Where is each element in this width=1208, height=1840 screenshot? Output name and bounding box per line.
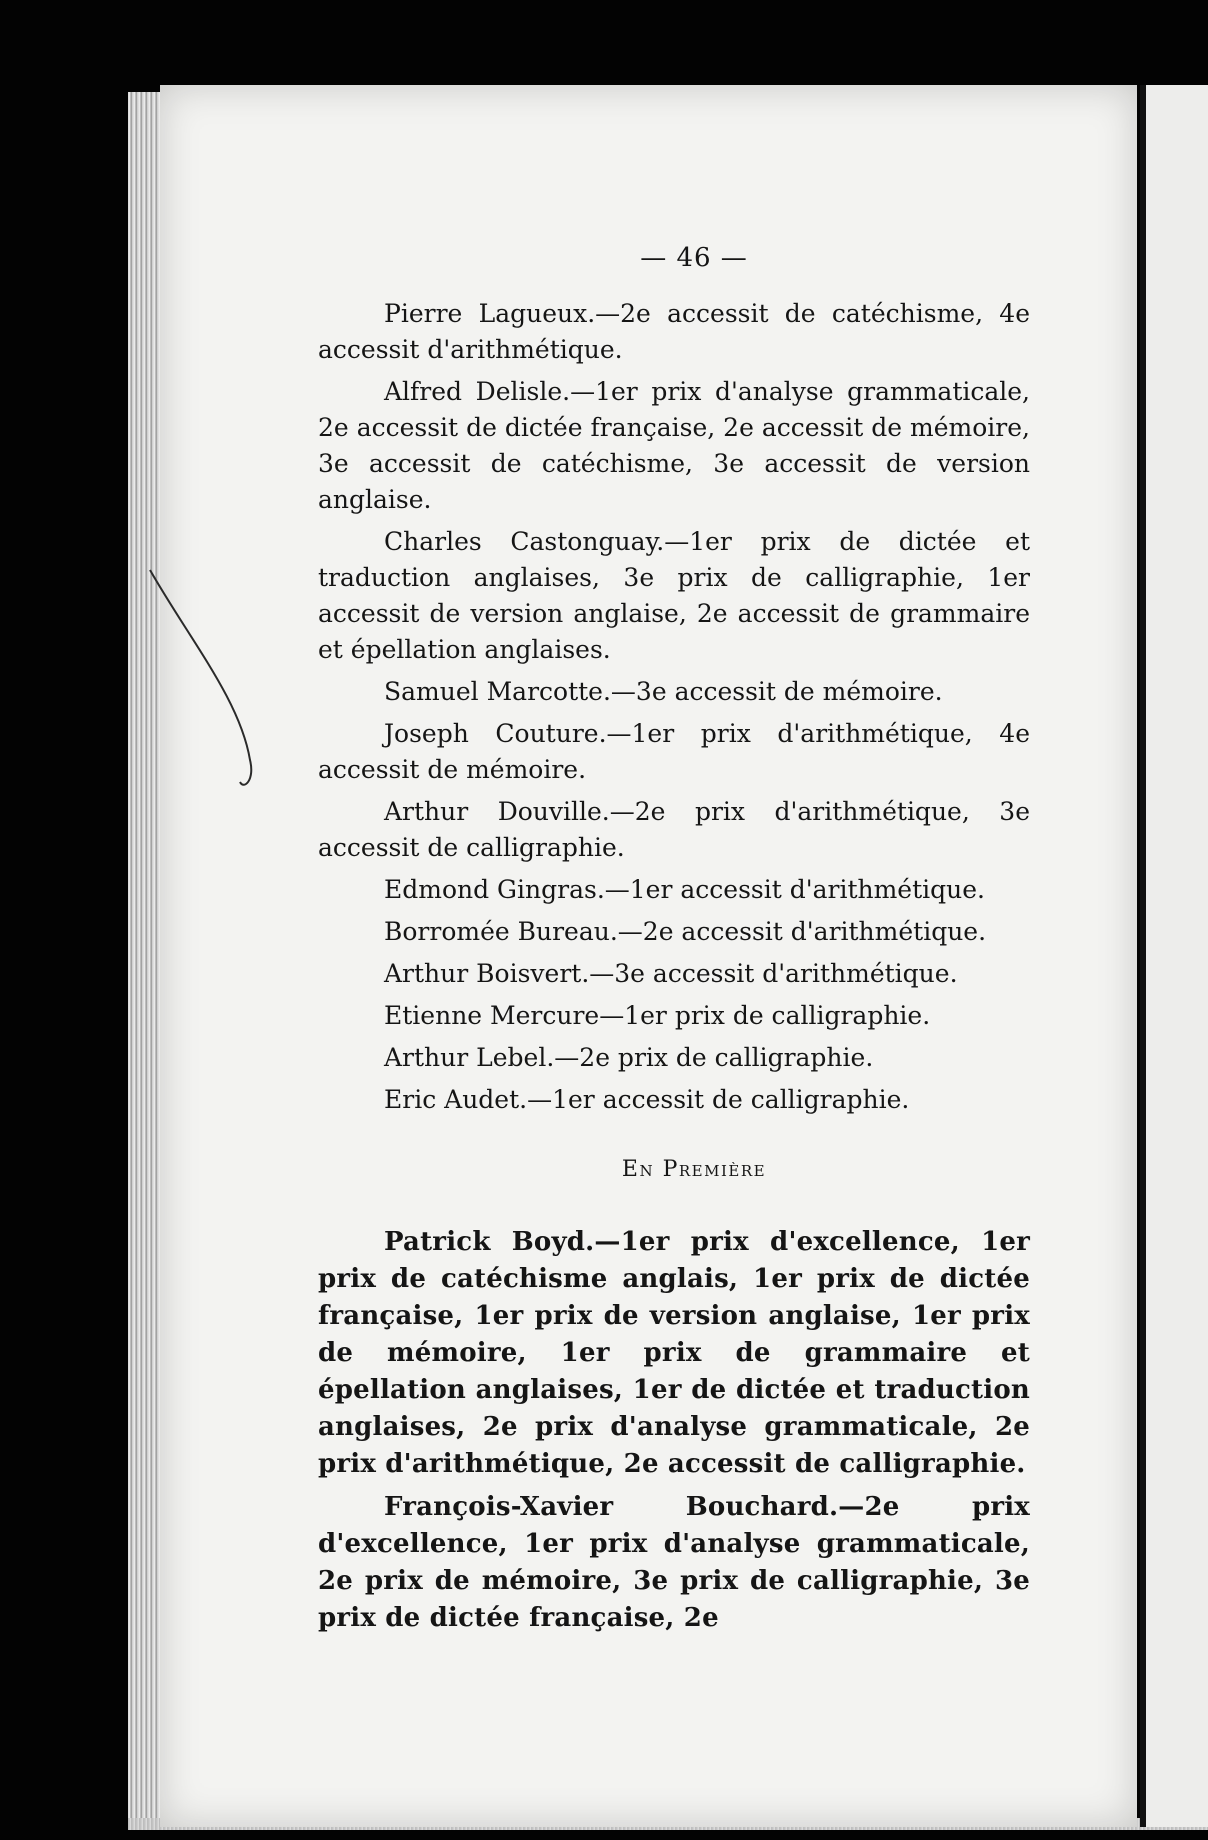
page-number: — 46 — — [640, 243, 748, 273]
list-item: Arthur Lebel.—2e prix de calligraphie. — [384, 1043, 874, 1072]
list-item: Edmond Gingras.—1er accessit d'arithmétique. — [384, 875, 985, 904]
list-item: Samuel Marcotte.—3e accessit de mémoire. — [384, 677, 943, 706]
list-item: Patrick Boyd.—1er prix d'excellence, 1er prix de catéchisme anglais, 1er prix de dictée française, 1er prix de version anglaise, 1er prix de mémoire, 1er prix de grammaire et épellation anglaises, 1er de dictée et traduction anglaises, 2e prix d'analyse grammaticale, 2e prix d'arithmétique, 2e accessit de calligraphie. — [318, 1227, 1030, 1479]
list-item: Eric Audet.—1er accessit de calligraphie. — [384, 1085, 910, 1114]
section-heading: En Première — [621, 1157, 767, 1182]
entries-list-first — [318, 296, 1030, 1118]
list-item: Borromée Bureau.—2e accessit d'arithmétique. — [384, 917, 987, 946]
list-item: François-Xavier Bouchard.—2e prix d'excellence, 1er prix d'analyse grammaticale, 2e prix de mémoire, 3e prix de calligraphie, 3e prix de dictée française, 2e — [318, 1492, 1030, 1633]
list-item: Pierre Lagueux.—2e accessit de catéchisme, 4e accessit d'arithmétique. — [318, 299, 1030, 364]
list-item: Arthur Douville.—2e prix d'arithmétique, 3e accessit de calligraphie. — [318, 797, 1030, 862]
entries-list-second — [318, 1224, 1030, 1637]
list-item: Arthur Boisvert.—3e accessit d'arithmétique. — [384, 959, 958, 988]
list-item: Charles Castonguay.—1er prix de dictée et traduction anglaises, 3e prix de calligraphie, 1er accessit de version anglaise, 2e accessit de grammaire et épellation anglaises. — [318, 527, 1030, 664]
page-text — [318, 240, 1030, 1643]
list-item: Alfred Delisle.—1er prix d'analyse grammaticale, 2e accessit de dictée française, 2e accessit de mémoire, 3e accessit de catéchisme, 3e accessit de version anglaise. — [318, 377, 1030, 514]
list-item: Etienne Mercure—1er prix de calligraphie. — [384, 1001, 931, 1030]
list-item: Joseph Couture.—1er prix d'arithmétique, 4e accessit de mémoire. — [318, 719, 1030, 784]
